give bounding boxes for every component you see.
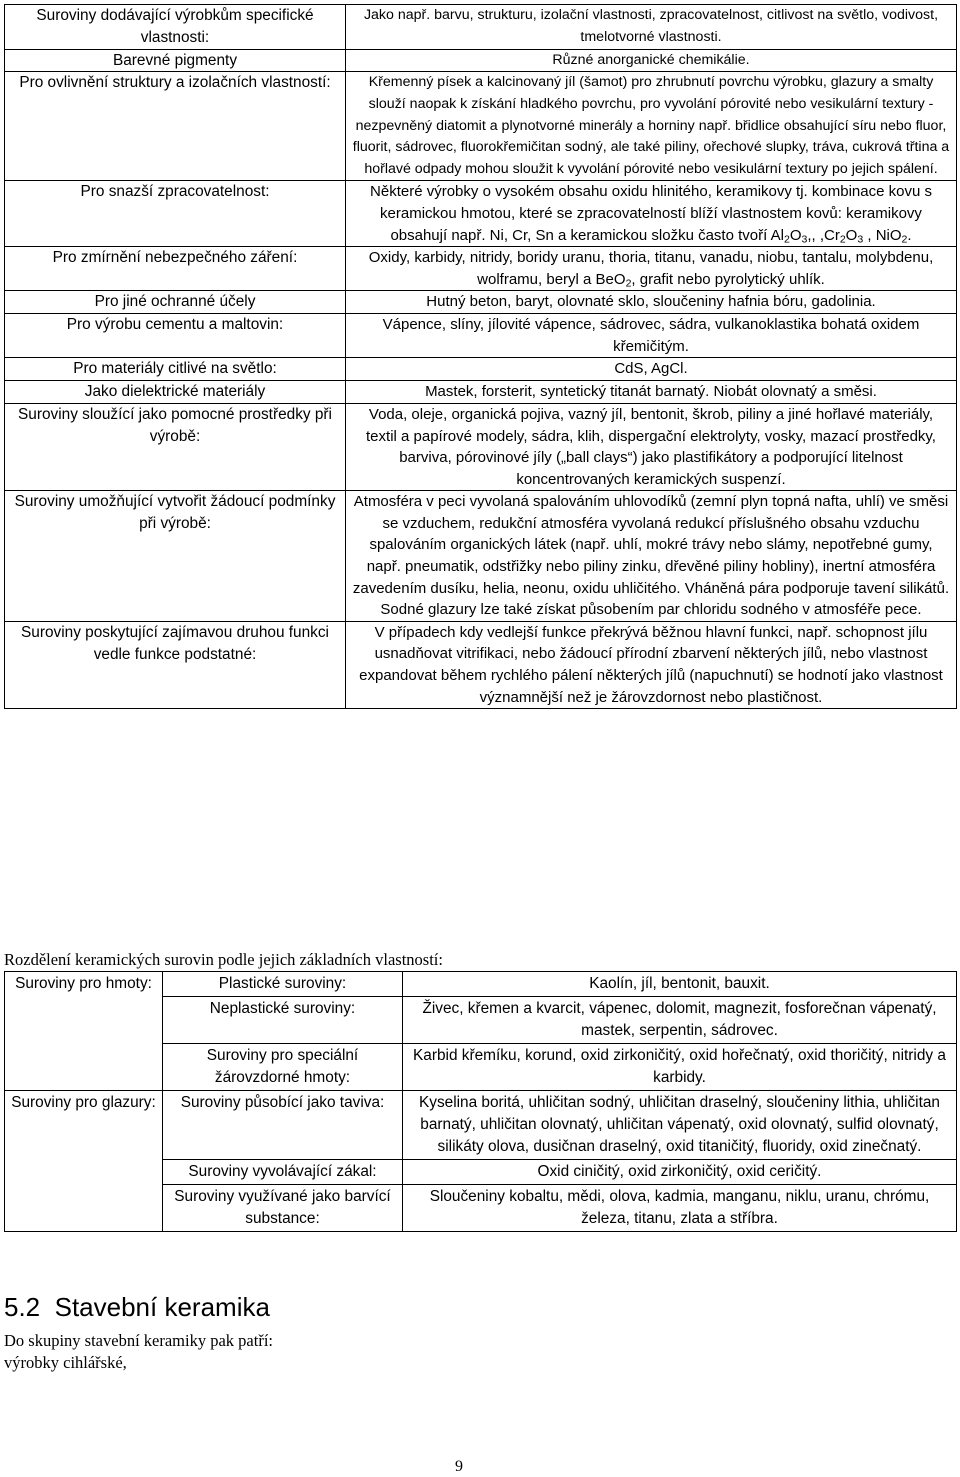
table-cell-type: Plastické suroviny: <box>163 972 403 997</box>
table-cell-label: Pro snazší zpracovatelnost: <box>5 181 346 247</box>
table-cell-label: Suroviny poskytující zajímavou druhou funkci vedle funkce podstatné: <box>5 621 346 708</box>
table-cell-description: Vápence, slíny, jílovité vápence, sádrovec, sádra, vulkanoklastika bohatá oxidem křemičitým. <box>346 314 957 358</box>
table-cell-description: Jako např. barvu, strukturu, izolační vlastnosti, zpracovatelnost, citlivost na světlo, vodivost, tmelotvorné vlastnosti. <box>346 5 957 50</box>
section-number: 5.2 <box>4 1292 41 1322</box>
intro-text <box>4 1330 273 1374</box>
table-cell-examples: Sloučeniny kobaltu, mědi, olova, kadmia, manganu, niklu, uranu, chrómu, železa, titanu, zlata a stříbra. <box>403 1185 957 1232</box>
table-cell-description: Různé anorganické chemikálie. <box>346 49 957 72</box>
table-row <box>5 972 957 997</box>
table-cell-label: Suroviny umožňující vytvořit žádoucí podmínky při výrobě: <box>5 491 346 622</box>
table-cell-type: Suroviny působící jako taviva: <box>163 1091 403 1160</box>
table-cell-description: Oxidy, karbidy, nitridy, boridy uranu, thoria, titanu, vanadu, niobu, tantalu, molybdenu, wolframu, beryl a BeO$_2$, grafit nebo pyrolytický uhlík. <box>346 247 957 291</box>
table-cell-examples: Živec, křemen a kvarcit, vápenec, dolomit, magnezit, fosforečnan vápenatý, mastek, serpentin, sádrovec. <box>403 997 957 1044</box>
page-number: 9 <box>455 1458 463 1475</box>
table-row <box>5 381 957 404</box>
table-cell-examples: Oxid ciničitý, oxid zirkoničitý, oxid ceričitý. <box>403 1160 957 1185</box>
table-caption: Rozdělení keramických surovin podle jejich základních vlastností: <box>4 950 443 969</box>
table-row <box>5 1091 957 1160</box>
table-cell-examples: Kaolín, jíl, bentonit, bauxit. <box>403 972 957 997</box>
table-row <box>5 247 957 291</box>
table-cell-text: Některé výrobky o vysokém obsahu oxidu hlinitého, keramikovy tj. kombinace kovu s keramickou hmotou, které se zpracovatelností blíží vlastnostem kovů: keramikovy obsahují např. Ni, Cr, Sn a keramickou složku často tvoří <box>370 183 932 244</box>
chemical-formula-list: $Al_2O_3$,, $,Cr_2O_3$ , NiO$_2$. <box>770 226 912 246</box>
table-group-label: Suroviny pro hmoty: <box>5 972 163 1091</box>
raw-materials-properties-table <box>4 4 957 709</box>
raw-materials-classification-table <box>4 971 957 1232</box>
table-cell-description: V případech kdy vedlejší funkce překrývá běžnou hlavní funkci, např. schopnost jílu usnadňovat vitrifikaci, nebo žádoucí přírodní zbarvení některých jílů, nebo vlastnost expandovat během rychlého pálení některých jílů (napuchnutí) se hodnotí jako vlastnost významnější než je žárovzdornost nebo plastičnost. <box>346 621 957 708</box>
intro-line: výrobky cihlářské, <box>4 1353 127 1372</box>
table-cell-label: Pro zmírnění nebezpečného záření: <box>5 247 346 291</box>
table-cell-label: Barevné pigmenty <box>5 49 346 72</box>
table-cell-description: Křemenný písek a kalcinovaný jíl (šamot) pro zhrubnutí povrchu výrobku, glazury a smalty slouží naopak k získání hladkého povrchu, pro vyvolání pórovité nebo vesikulární textury - nezpevněný diatomit a plynotvorné minerály a horniny např. břidlice obsahující síru nebo fluor, fluorit, sádrovec, fluorokřemičitan sodný, ale také piliny, ořechové slupky, tráva, cukrová třtina a hořlavé odpady mohou sloužit k vyvolání pórovité nebo vesikulární textury po jejich spálení. <box>346 72 957 181</box>
table-cell-label: Pro výrobu cementu a maltovin: <box>5 314 346 358</box>
table-cell-label: Jako dielektrické materiály <box>5 381 346 404</box>
table-cell-examples: Karbid křemíku, korund, oxid zirkoničitý, oxid hořečnatý, oxid thoričitý, nitridy a karbidy. <box>403 1044 957 1091</box>
table-row <box>5 621 957 708</box>
table-row <box>5 181 957 247</box>
table-cell-description: CdS, AgCl. <box>346 358 957 381</box>
table-cell-description: Hutný beton, baryt, olovnaté sklo, sloučeniny hafnia bóru, gadolinia. <box>346 291 957 314</box>
table-cell-examples: Kyselina boritá, uhličitan sodný, uhličitan draselný, sloučeniny lithia, uhličitan barnatý, uhličitan olovnatý, uhličitan vápenatý, oxid olovnatý, sulfid olovnatý, silikáty olova, dusičnan draselný, oxid titaničitý, fluoridy, oxid zinečnatý. <box>403 1091 957 1160</box>
table-cell-type: Suroviny pro speciální žárovzdorné hmoty: <box>163 1044 403 1091</box>
table-cell-type: Suroviny využívané jako barvící substance: <box>163 1185 403 1232</box>
table-cell-label: Suroviny sloužící jako pomocné prostředky při výrobě: <box>5 403 346 490</box>
table-cell-label: Pro materiály citlivé na světlo: <box>5 358 346 381</box>
table-cell-description: Voda, oleje, organická pojiva, vazný jíl, bentonit, škrob, piliny a jiné hořlavé materiály, textil a papírové modely, sádra, klih, dispergační elektrolyty, vosky, mazací prostředky, barviva, pórovinové jíly („ball clays“) jako plastifikátory a podporující litelnost koncentrovaných keramických suspenzí. <box>346 403 957 490</box>
table-cell-text: Oxidy, karbidy, nitridy, boridy uranu, thoria, titanu, vanadu, niobu, tantalu, molybdenu, wolframu, beryl a BeO <box>368 249 934 288</box>
table-row <box>5 72 957 181</box>
table-row <box>5 403 957 490</box>
intro-line: Do skupiny stavební keramiky pak patří: <box>4 1331 273 1350</box>
table-row <box>5 358 957 381</box>
table-group-label: Suroviny pro glazury: <box>5 1091 163 1232</box>
table-cell-label: Pro jiné ochranné účely <box>5 291 346 314</box>
table-row <box>5 314 957 358</box>
table-cell-label: Pro ovlivnění struktury a izolačních vlastností: <box>5 72 346 181</box>
table-row <box>5 5 957 50</box>
table-row <box>5 291 957 314</box>
table-cell-description <box>346 181 957 247</box>
section-title: Stavební keramika <box>54 1292 270 1322</box>
table-cell-type: Neplastické suroviny: <box>163 997 403 1044</box>
table-cell-type: Suroviny vyvolávající zákal: <box>163 1160 403 1185</box>
table-cell-label: Suroviny dodávající výrobkům specifické vlastnosti: <box>5 5 346 50</box>
table-cell-description: Atmosféra v peci vyvolaná spalováním uhlovodíků (zemní plyn topná nafta, uhlí) ve směsi se vzduchem, redukční atmosféra vyvolaná redukcí příslušného obsahu vzduchu spalováním organických látek (např. uhlí, mokré trávy nebo slámy, nepotřebné gumy, např. pneumatik, odstřižky nebo piliny zinku, dřevěné piliny hobliny), inertní atmosféra zavedením dusíku, helia, neonu, oxidu uhličitého. Vháněná pára podporuje tavení silikátů. Sodné glazury lze také získat působením par chloridu sodného v atmosféře pece. <box>346 491 957 622</box>
table-row <box>5 49 957 72</box>
table-row <box>5 491 957 622</box>
section-heading <box>4 1290 270 1324</box>
table-cell-description: Mastek, forsterit, syntetický titanát barnatý. Niobát olovnatý a směsi. <box>346 381 957 404</box>
